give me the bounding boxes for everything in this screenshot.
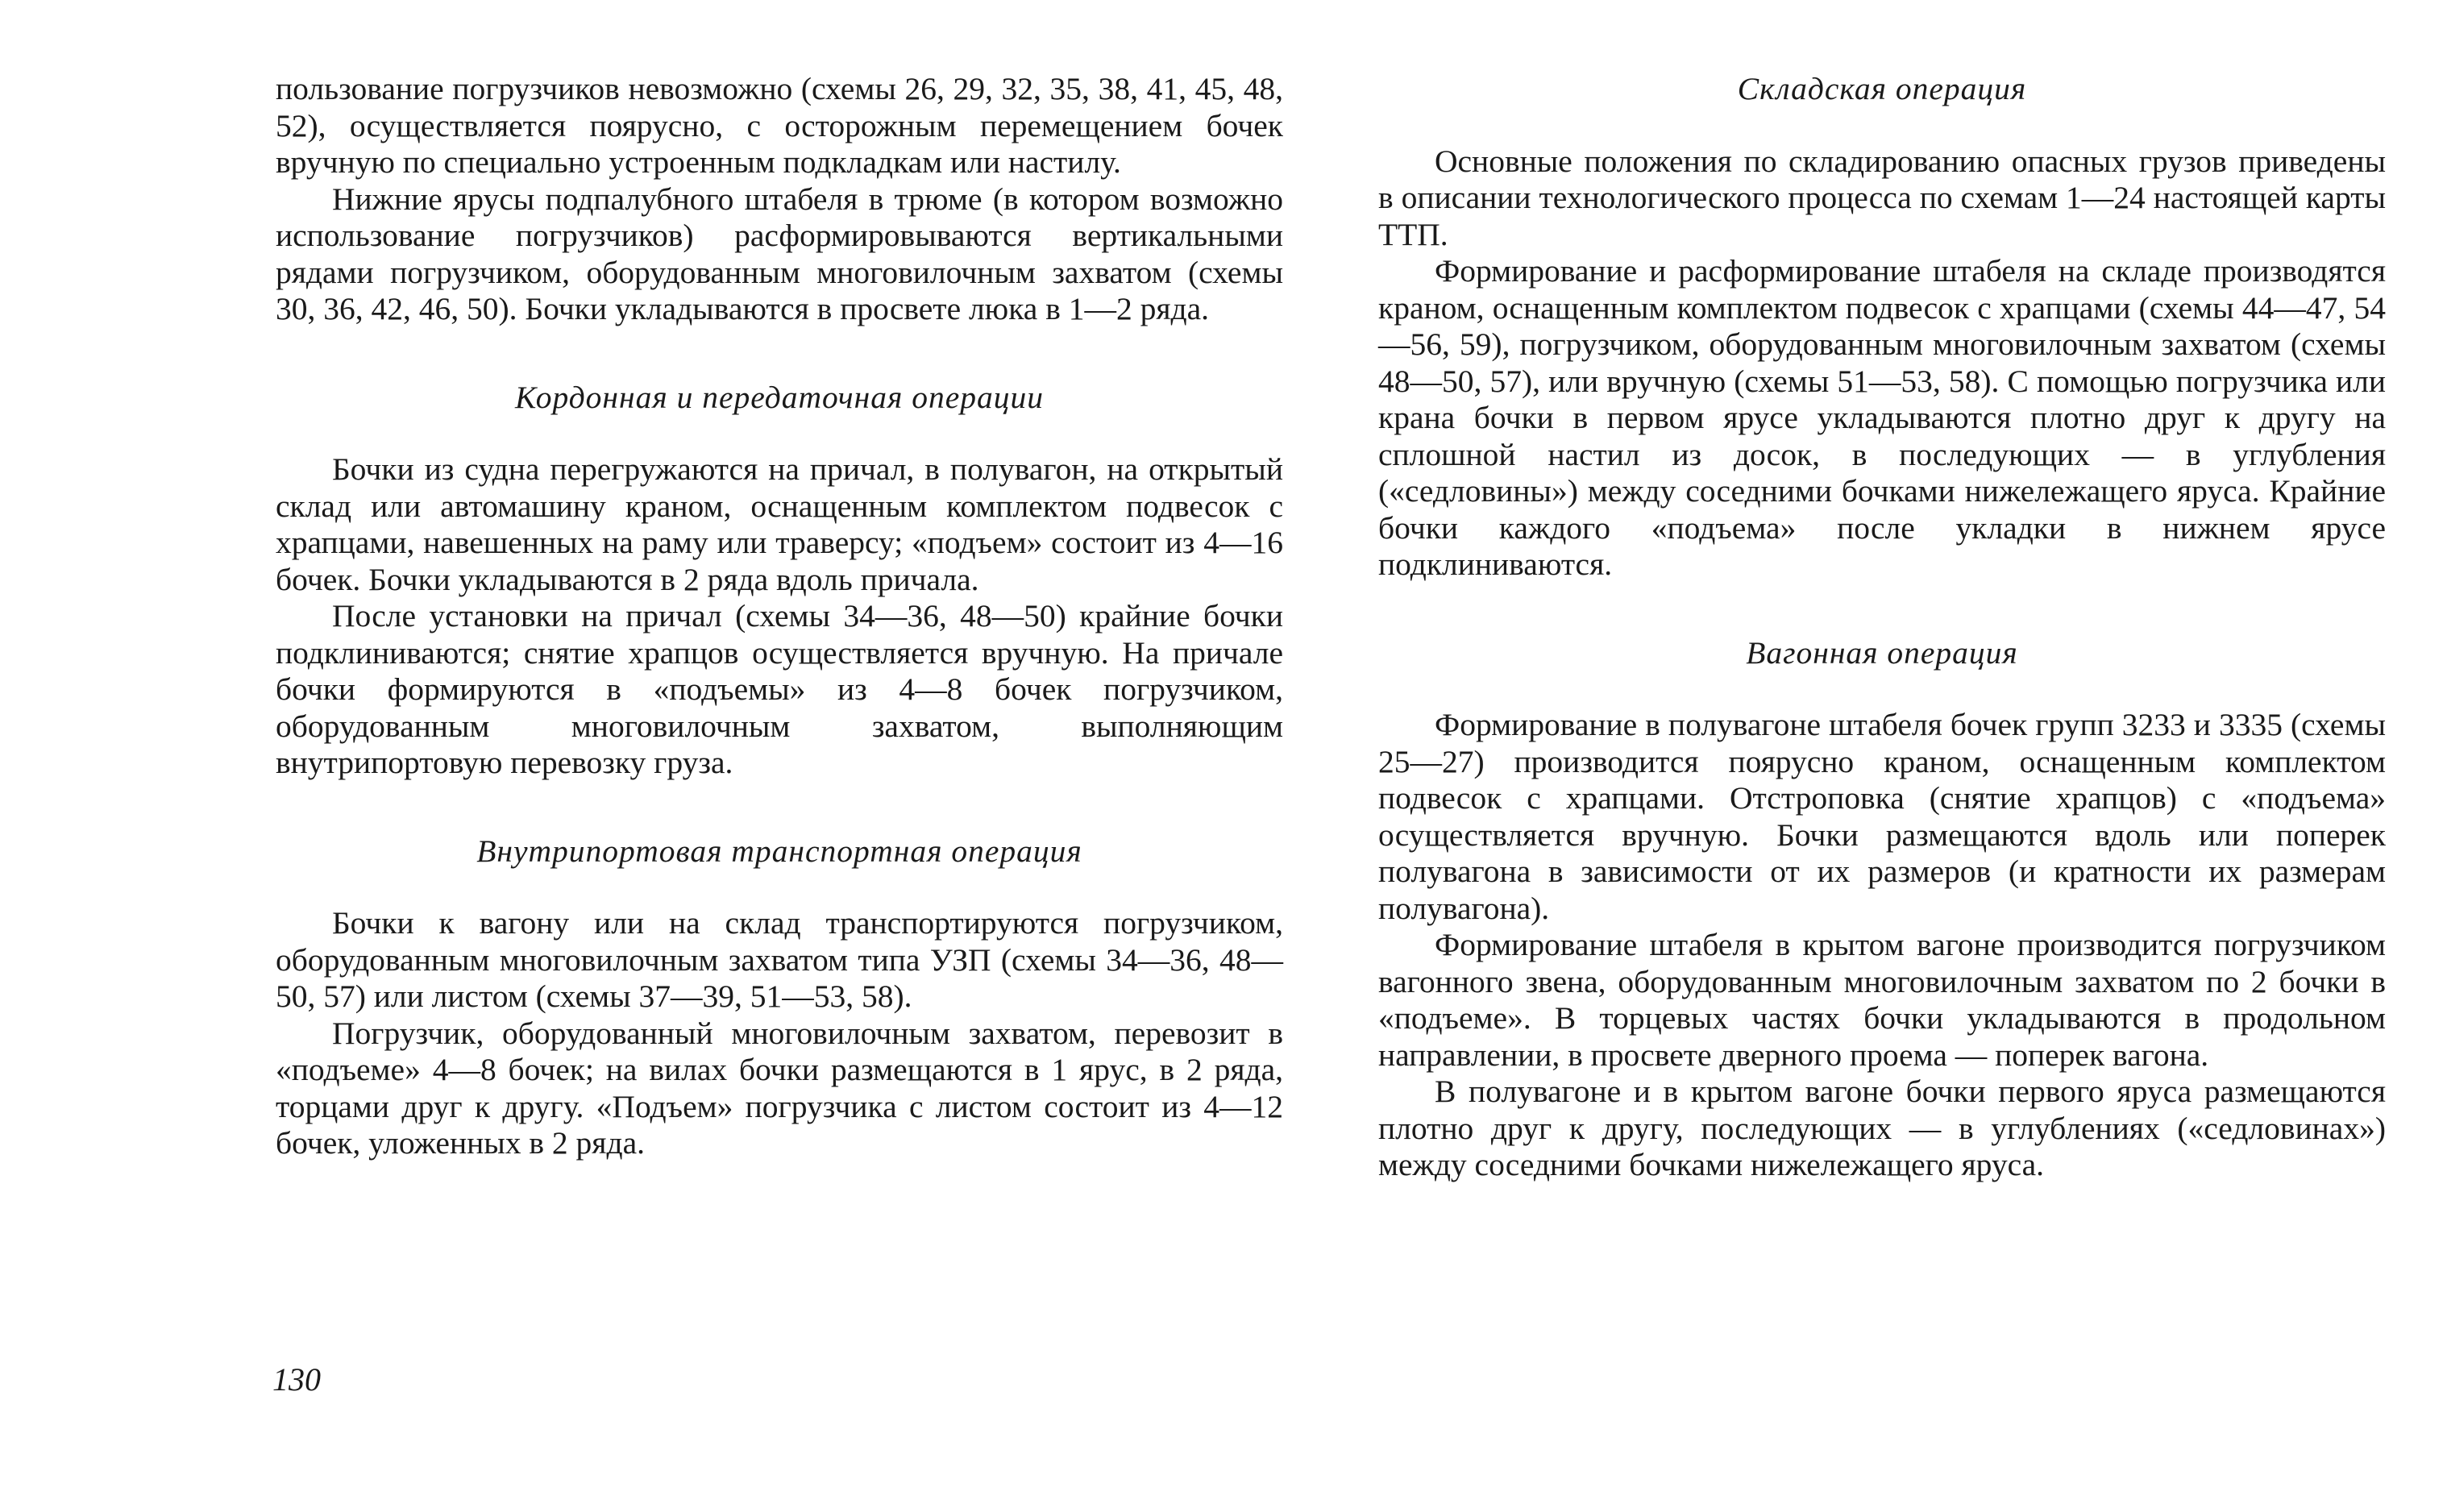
heading-intraport-transport: Внутрипортовая транспортная операция (476, 833, 1082, 869)
paragraph-stack-forming: Формирование и расформирование штабеля на складе производятся краном, оснащенным комплектом подвесок с храпцами (схемы 44—47, 54—56, 59), погрузчиком, оборудованным многовилочным захватом (схемы 48—50, 57), или вручную (схемы 51—53, 58). С помощью погрузчика или крана бочки в первом ярусе укладываются плотно друг к другу на сплошной настил из досок, в последующих — в углубления («седловины») между соседними бочками нижележащего яруса. Крайние бочки каждого «подъема» после укладки в нижнем ярусе подклиниваются. (1378, 253, 2386, 582)
paragraph-first-tier: В полувагоне и в крытом вагоне бочки первого яруса размещаются плотно друг к другу, последующих — в углублениях («седловинах») между соседними бочками нижележащего яруса. (1378, 1074, 2386, 1182)
paragraph-transport-to-wagon: Бочки к вагону или на склад транспортируются погрузчиком, оборудованным многовилочным захватом типа УЗП (схемы 34—36, 48—50, 57) или листом (схемы 37—39, 51—53, 58). (276, 905, 1283, 1014)
heading-cordon-operation: Кордонная и передаточная операции (514, 379, 1044, 415)
paragraph-unloading-to-berth: Бочки из судна перегружаются на причал, в полувагон, на открытый склад или автомашину краном, оснащенным комплектом подвесок с храпцами, навешенных на раму или траверсу; «подъем» состоит из 4—16 бочек. Бочки укладываются в 2 ряда вдоль причала. (276, 451, 1283, 597)
paragraph-gondola-forming: Формирование в полувагоне штабеля бочек групп 3233 и 3335 (схемы 25—27) производится поярусно краном, оснащенным комплектом подвесок с храпцами. Отстроповка (снятие храпцов) с «подъема» осуществляется вручную. Бочки размещаются вдоль или поперек полувагона в зависимости от их размеров (и кратности их размерам полувагона). (1378, 707, 2386, 926)
paragraph-storage-basics: Основные положения по складированию опасных грузов приведены в описании технологического процесса по схемам 1—24 настоящей карты ТТП. (1378, 143, 2386, 252)
paragraph-lower-tiers: Нижние ярусы подпалубного штабеля в трюме (в котором возможно использование погрузчиков) расформировываются вертикальными рядами погрузчиком, оборудованным многовилочным захватом (схемы 30, 36, 42, 46, 50). Бочки укладываются в просвете люка в 1—2 ряда. (276, 181, 1283, 326)
heading-warehouse-operation: Складская операция (1737, 71, 2027, 106)
left-page-column (276, 71, 1283, 1162)
right-page-column (1378, 71, 2386, 1184)
paragraph-loader-carrying: Погрузчик, оборудованный многовилочным захватом, перевозит в «подъеме» 4—8 бочек; на вилах бочки размещаются в 1 ярус, в 2 ряда, торцами друг к другу. «Подъем» погрузчика с листом состоит из 4—12 бочек, уложенных в 2 ряда. (276, 1015, 1283, 1161)
paragraph-continuation: пользование погрузчиков невозможно (схемы 26, 29, 32, 35, 38, 41, 45, 48, 52), осуществляется поярусно, с осторожным перемещением бочек вручную по специально устроенным подкладкам или настилу. (276, 71, 1283, 180)
heading-wagon-operation: Вагонная операция (1746, 634, 2018, 671)
page-number: 130 (272, 1361, 321, 1398)
paragraph-covered-wagon: Формирование штабеля в крытом вагоне производится погрузчиком вагонного звена, оборудованным многовилочным захватом по 2 бочки в «подъеме». В торцевых частях бочки укладываются в продольном направлении, в просвете дверного проема — поперек вагона. (1378, 927, 2386, 1073)
paragraph-after-placement: После установки на причал (схемы 34—36, 48—50) крайние бочки подклиниваются; снятие храпцов осуществляется вручную. На причале бочки формируются в «подъемы» из 4—8 бочек погрузчиком, оборудованным многовилочным захватом, выполняющим внутрипортовую перевозку груза. (276, 598, 1283, 780)
